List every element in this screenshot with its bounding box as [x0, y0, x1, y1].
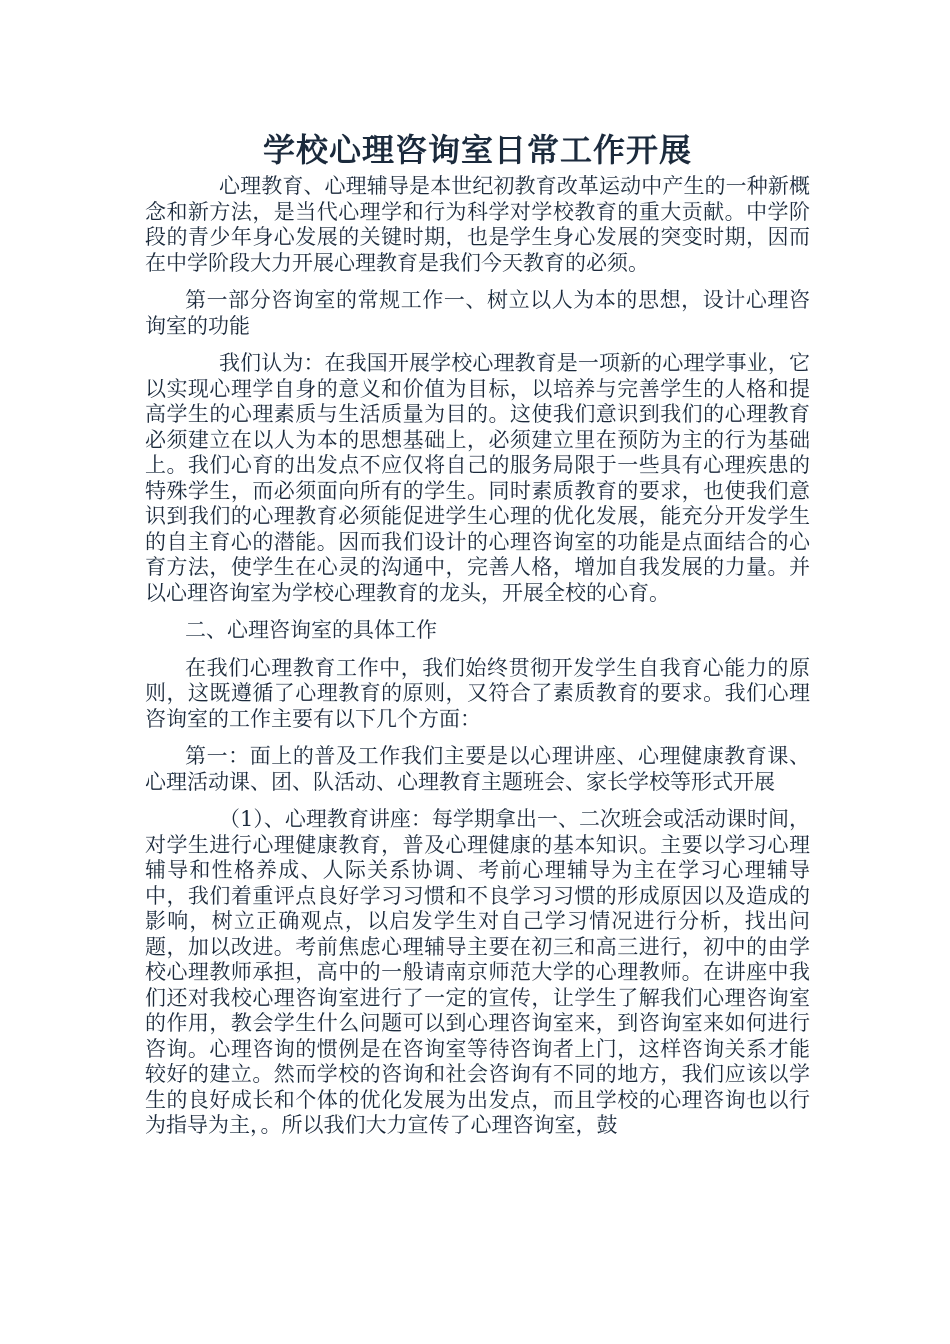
paragraph-intro: 心理教育、心理辅导是本世纪初教育改革运动中产生的一种新概念和新方法，是当代心理学和行为科学对学校教育的重大贡献。中学阶段的青少年身心发展的关键时期，也是学生身心发展的突变时期，因而在中学阶段大力开展心理教育是我们今天教育的必须。 — [145, 174, 810, 275]
paragraph-principle: 在我们心理教育工作中，我们始终贯彻开发学生自我育心能力的原则，这既遵循了心理教育的原则，又符合了素质教育的要求。我们心理咨询室的工作主要有以下几个方面： — [145, 655, 810, 731]
paragraph-first-point: 第一：面上的普及工作我们主要是以心理讲座、心理健康教育课、心理活动课、团、队活动、心理教育主题班会、家长学校等形式开展 — [145, 744, 810, 794]
paragraph-our-view: 我们认为：在我国开展学校心理教育是一项新的心理学事业，它以实现心理学自身的意义和价值为目标，以培养与完善学生的人格和提高学生的心理素质与生活质量为目的。这使我们意识到我们的心理教育必须建立在以人为本的思想基础上，必须建立里在预防为主的行为基础上。我们心育的出发点不应仅将自己的服务局限于一些具有心理疾患的特殊学生，而必须面向所有的学生。同时素质教育的要求，也使我们意识到我们的心理教育必须能促进学生心理的优化发展，能充分开发学生的自主育心的潜能。因而我们设计的心理咨询室的功能是点面结合的心育方法，使学生在心灵的沟通中，完善人格，增加自我发展的力量。并以心理咨询室为学校心理教育的龙头，开展全校的心育。 — [145, 351, 810, 605]
paragraph-section-two-heading: 二、心理咨询室的具体工作 — [185, 618, 437, 642]
paragraph-section-one-heading: 第一部分咨询室的常规工作一、树立以人为本的思想，设计心理咨询室的功能 — [145, 288, 810, 338]
document-title: 学校心理咨询室日常工作开展 — [262, 131, 692, 169]
paragraph-lectures: （1）、心理教育讲座：每学期拿出一、二次班会或活动课时间，对学生进行心理健康教育，普及心理健康的基本知识。主要以学习心理辅导和性格养成、人际关系协调、考前心理辅导为主在学习心理辅导中，我们着重评点良好学习习惯和不良学习习惯的形成原因以及造成的影响，树立正确观点，以启发学生对自己学习情况进行分析，找出问题，加以改进。考前焦虑心理辅导主要在初三和高三进行，初中的由学校心理教师承担，高中的一般请南京师范大学的心理教师。在讲座中我们还对我校心理咨询室进行了一定的宣传，让学生了解我们心理咨询室的作用，教会学生什么问题可以到心理咨询室来，到咨询室来如何进行咨询。心理咨询的惯例是在咨询室等待咨询者上门，这样咨询关系才能较好的建立。然而学校的咨询和社会咨询有不同的地方，我们应该以学生的良好成长和个体的优化发展为出发点，而且学校的心理咨询也以行为指导为主，。所以我们大力宣传了心理咨询室，鼓 — [145, 807, 810, 1137]
document-page — [145, 128, 810, 1139]
